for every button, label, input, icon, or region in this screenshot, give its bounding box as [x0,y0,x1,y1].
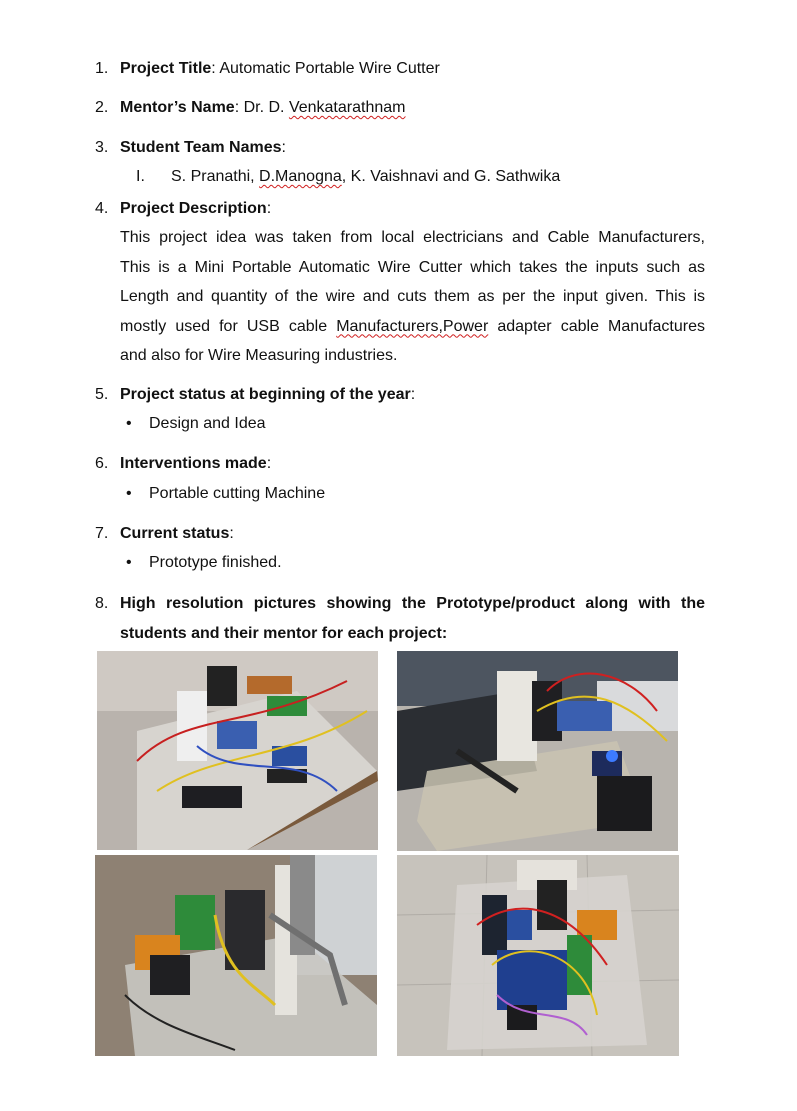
item-label: Interventions made [120,455,267,472]
team-names-pre: S. Pranathi, [171,168,260,185]
interventions-text: Portable cutting Machine [149,485,326,502]
prototype-photo-1 [97,651,378,850]
item-label-line2: students and their mentor for each project: [120,624,448,642]
item-pictures [95,589,705,648]
item-colon: : [410,386,416,403]
item-label: Project status at beginning of the year [120,386,411,403]
item-number: 6. [95,455,109,472]
description-paragraph [120,223,705,371]
item-interventions [95,449,705,479]
item-number: 2. [95,99,109,116]
prototype-photo-2 [397,651,678,851]
item-number: 8. [95,595,109,612]
description-line4-spell: Manufacturers,Power [336,317,489,335]
bullet-marker: • [126,554,132,571]
item-colon: : [234,99,240,116]
team-names-spell: D.Manogna [259,168,342,185]
description-line4-post: adapter cable Manufactures [488,317,705,335]
team-names-post: , K. Vaishnavi and G. Sathwika [341,168,561,185]
item-colon: : [266,455,272,472]
item-colon: : [266,200,272,217]
status-begin-text: Design and Idea [149,415,266,432]
mentor-name-value: Venkatarathnam [288,99,406,116]
item-number: 4. [95,200,109,217]
description-line: Length and quantity of the wire and cuts them as per the input given. This is [120,288,705,305]
roman-marker: I. [136,168,145,185]
item-student-team [95,133,705,163]
item-project-title [95,54,705,84]
bullet-marker: • [126,415,132,432]
item-project-description [95,194,705,224]
item-mentor-name [95,93,705,123]
item-label: Project Title [120,60,212,77]
item-label-line1: High resolution pictures showing the Prototype/product along with the [120,595,705,612]
description-line4-pre: mostly used for USB cable [120,317,337,335]
mentor-name-prefix: Dr. D. [239,99,289,116]
bullet-marker: • [126,485,132,502]
description-line [120,312,705,342]
item-number: 7. [95,525,109,542]
description-line: This is a Mini Portable Automatic Wire Cutter which takes the inputs such as [120,258,705,276]
current-status-text: Prototype finished. [149,554,282,571]
prototype-photo-4 [397,855,679,1056]
item-colon: : [211,60,216,77]
item-number: 1. [95,60,109,77]
item-label: Student Team Names [120,139,282,156]
item-label: Project Description [120,200,267,217]
item-colon: : [281,139,286,156]
description-line: This project idea was taken from local electricians and Cable Manufacturers, [120,229,705,246]
item-status-beginning [95,380,705,410]
item-label: Mentor’s Name [120,99,235,116]
team-names [171,167,560,187]
description-line: and also for Wire Measuring industries. [120,347,398,364]
item-colon: : [229,525,234,542]
item-current-status [95,519,705,549]
item-number: 3. [95,139,109,156]
project-title-value: Automatic Portable Wire Cutter [215,60,440,77]
item-number: 5. [95,386,109,403]
prototype-photo-3 [95,855,377,1056]
item-label: Current status [120,525,230,542]
